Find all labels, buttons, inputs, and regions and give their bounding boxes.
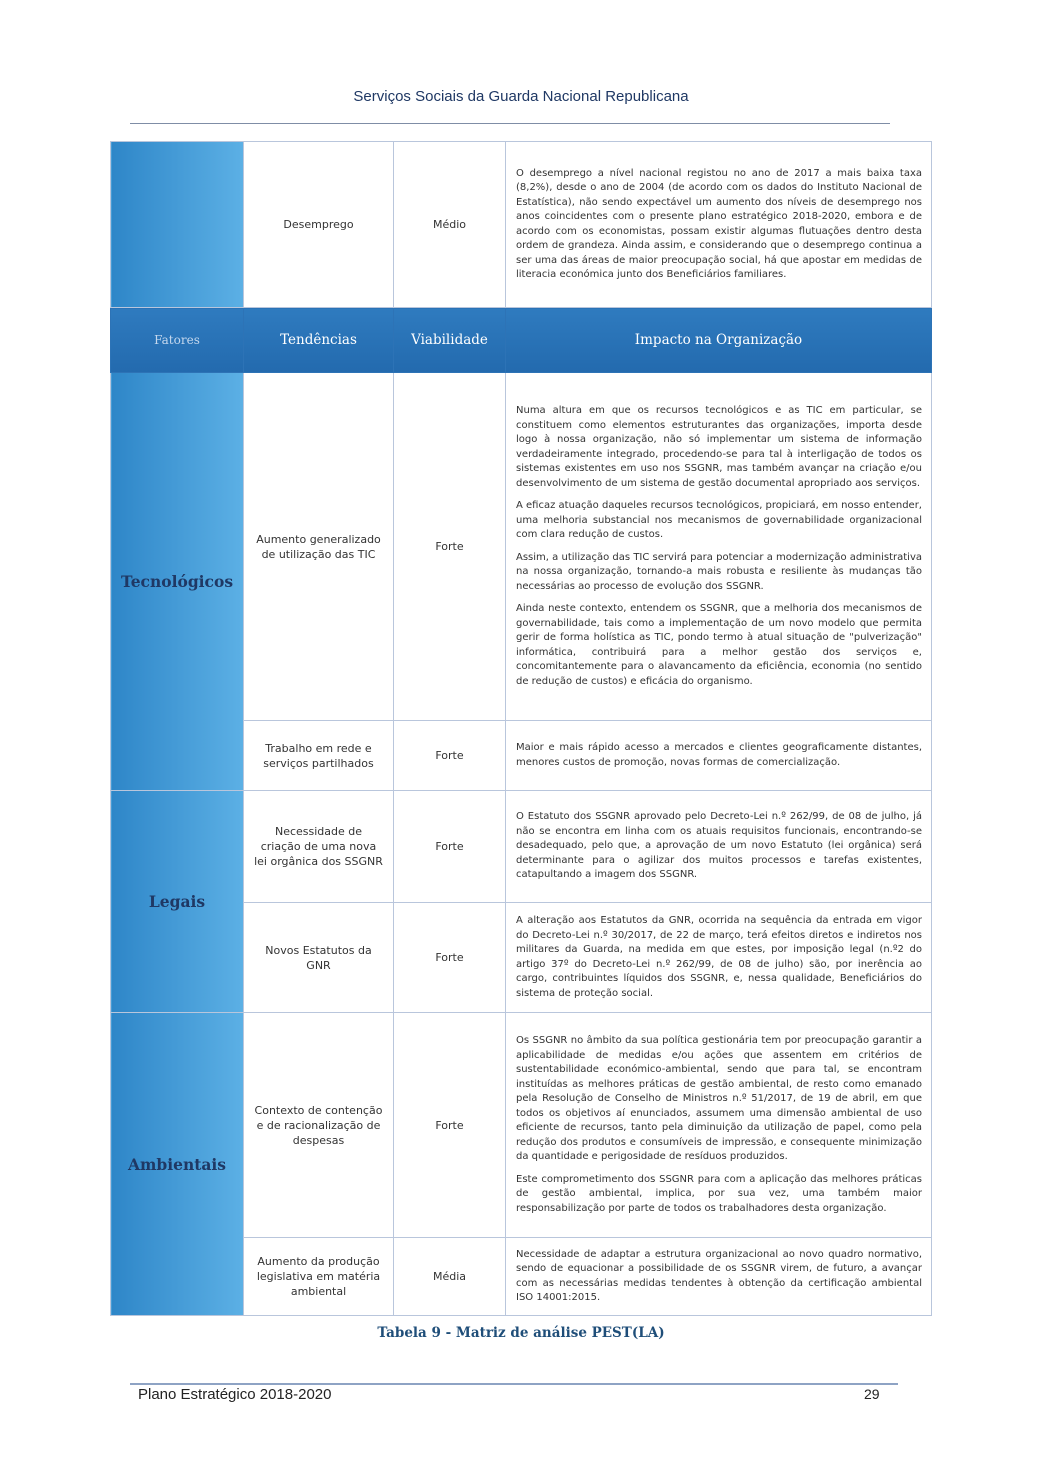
impact-paragraph: A alteração aos Estatutos da GNR, ocorrida na sequência da entrada em vigor do Decreto-Lei n.º 30/2017, de 22 de março, terá efeitos diretos e indiretos nos militares da Guarda, na medida em que estes, por imposição legal (n.º2 do artigo 37º do Decreto-Lei n.º 262/99, de 08 de julho) são, por inerência ao cargo, contribuintes líquidos dos SSGNR, e, nessa qualidade, Beneficiários do sistema de proteção social.	[516, 915, 922, 999]
page-header-title: Serviços Sociais da Guarda Nacional Republicana	[353, 88, 689, 105]
table-row	[111, 142, 932, 308]
impact-cell	[506, 142, 932, 308]
column-header-impacto: Impacto na Organização	[506, 308, 932, 373]
table-row	[111, 1013, 932, 1238]
column-header-viabilidade: Viabilidade	[394, 308, 506, 373]
impact-paragraph: Necessidade de adaptar a estrutura organizacional ao novo quadro normativo, sendo de equacionar a possibilidade de os SSGNR virem, de futuro, a avançar com as necessárias medidas tendentes à obtenção da certificação ambiental ISO 14001:2015.	[516, 1248, 922, 1303]
column-header-tendencias: Tendências	[244, 308, 394, 373]
trend-cell: Necessidade de criação de uma nova lei orgânica dos SSGNR	[244, 791, 394, 903]
header-divider	[130, 123, 890, 124]
footer-divider	[130, 1383, 898, 1385]
category-cell-legais: Legais	[111, 791, 244, 1013]
impact-cell	[506, 791, 932, 903]
table-row	[111, 791, 932, 903]
impact-paragraph: O Estatuto dos SSGNR aprovado pelo Decreto-Lei n.º 262/99, de 08 de julho, já não se encontra em linha com os atuais requisitos funcionais, encontrando-se desadequado, pelo que, a aprovação de um novo Estatuto (lei orgânica) será determinante para o agilizar dos muitos processos e tarefas existentes, catapultando a imagem dos SSGNR.	[516, 811, 922, 881]
viability-cell: Forte	[394, 1013, 506, 1238]
trend-cell: Aumento da produção legislativa em matéria ambiental	[244, 1238, 394, 1316]
page-number: 29	[864, 1386, 880, 1402]
viability-cell: Forte	[394, 373, 506, 721]
impact-paragraph: Maior e mais rápido acesso a mercados e clientes geograficamente distantes, menores custos de promoção, novas formas de comercialização.	[516, 742, 922, 768]
viability-cell: Forte	[394, 903, 506, 1013]
impact-paragraph: A eficaz atuação daqueles recursos tecnológicos, propiciará, em nosso entender, uma melhoria substancial nos mecanismos de governabilidade organizacional com clara redução de custos.	[516, 500, 922, 540]
column-header-fatores: Fatores	[111, 308, 244, 373]
impact-cell	[506, 373, 932, 721]
impact-cell	[506, 1013, 932, 1238]
viability-cell: Forte	[394, 791, 506, 903]
table-caption: Tabela 9 - Matriz de análise PEST(LA)	[377, 1325, 665, 1341]
impact-paragraph: Numa altura em que os recursos tecnológicos e as TIC em particular, se constituem como elementos estruturantes das organizações, importa desde logo à nossa organização, não só implementar um sistema de informação verdadeiramente integrado, procedendo-se para tal à interligação de todos os sistemas existentes em uso nos SSGNR, mas também avançar na criação e/ou desenvolvimento de um sistema de gestão documental apropriado aos serviços.	[516, 405, 922, 489]
category-cell-economic	[111, 142, 244, 308]
impact-cell	[506, 1238, 932, 1316]
table-header-row	[111, 308, 932, 373]
trend-cell: Novos Estatutos da GNR	[244, 903, 394, 1013]
trend-cell: Trabalho em rede e serviços partilhados	[244, 721, 394, 791]
trend-cell: Desemprego	[244, 142, 394, 308]
impact-cell	[506, 903, 932, 1013]
viability-cell: Médio	[394, 142, 506, 308]
impact-cell	[506, 721, 932, 791]
viability-cell: Média	[394, 1238, 506, 1316]
impact-paragraph: Este comprometimento dos SSGNR para com a aplicação das melhores práticas de gestão ambiental, implica, por sua vez, uma também maior responsabilização por parte de todos os trabalhadores desta organização.	[516, 1173, 922, 1214]
trend-cell: Contexto de contenção e de racionalização de despesas	[244, 1013, 394, 1238]
impact-text: O desemprego a nível nacional registou no ano de 2017 a mais baixa taxa (8,2%), desde o ano de 2004 (de acordo com os dados do Instituto Nacional de Estatística), não sendo expectável um aumento dos níveis de desemprego nos anos coincidentes com o presente plano estratégico 2018-2020, embora e de acordo com os economistas, possam existir algumas flutuações dentro desta ordem de grandeza. Ainda assim, e considerando que o desemprego continua a ser uma das áreas de maior preocupação social, há que apostar em medidas de literacia económica junto dos Beneficiários familiares.	[516, 167, 922, 280]
table-row	[111, 373, 932, 721]
impact-paragraph: Assim, a utilização das TIC servirá para potenciar a modernização administrativa na nossa organização, tornando-a mais robusta e resiliente às mudanças tão necessárias ao processo de evolução dos SSGNR.	[516, 551, 922, 592]
impact-paragraph: Ainda neste contexto, entendem os SSGNR, que a melhoria dos mecanismos de governabilidade, tais como a implementação de um novo modelo que permita gerir de forma holística as TIC, pondo termo à atual situação de "pulverização" informática, contribuirá para a melhor gestão dos serviços e, concomitantemente para o alavancamento da eficiência, economia (no sentido de redução de custos) e eficácia do organismo.	[516, 603, 922, 687]
category-cell-ambientais: Ambientais	[111, 1013, 244, 1316]
category-cell-tecnologicos: Tecnológicos	[111, 373, 244, 791]
viability-cell: Forte	[394, 721, 506, 791]
impact-paragraph: Os SSGNR no âmbito da sua política gestionária tem por preocupação garantir a aplicabilidade de medidas e/ou ações que assentem em critérios de sustentabilidade económico-ambiental, sendo que para tal, se encontram instituídas as melhores práticas de gestão ambiental, de resto como emanado pela Resolução de Conselho de Ministros n.º 51/2017, de 19 de abril, em que todos os objetivos aí enunciados, assumem uma dimensão ambiental de uso eficiente de recursos, tanto pela diminuição da utilização de papel, como pela redução dos produtos e consumíveis de impressão, e consequente minimização da quantidade e perigosidade de resíduos produzidos.	[516, 1035, 922, 1162]
pest-matrix-table	[110, 141, 932, 1316]
trend-cell: Aumento generalizado de utilização das TIC	[244, 373, 394, 721]
footer-document-title: Plano Estratégico 2018-2020	[138, 1386, 332, 1403]
